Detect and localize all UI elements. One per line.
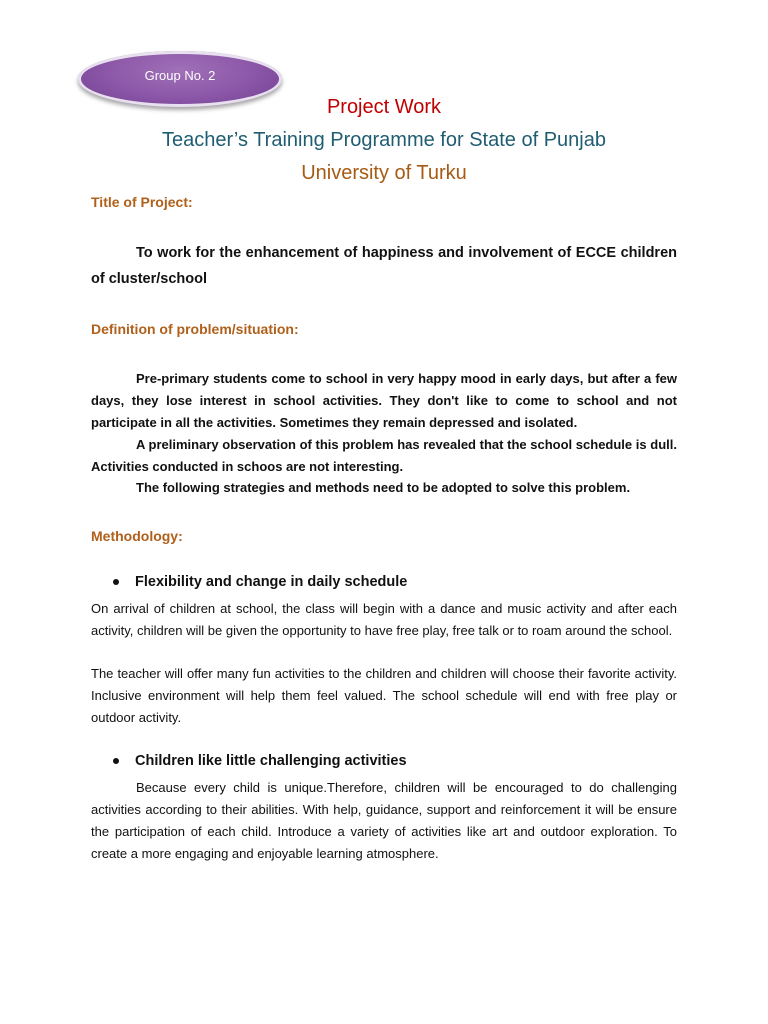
bullet-icon bbox=[113, 579, 119, 585]
title-of-project-heading: Title of Project: bbox=[91, 194, 193, 210]
project-title-text: To work for the enhancement of happiness and involvement of ECCE children of cluster/school bbox=[91, 245, 677, 287]
bullet-item-flexibility bbox=[113, 574, 407, 590]
programme-title: Teacher’s Training Programme for State of Punjab bbox=[162, 129, 606, 151]
definition-paragraph-1: Pre-primary students come to school in very happy mood in early days, but after a few days, they lose interest in school activities. They don't like to come to school and not participate in all the activities. Sometimes they remain depressed and isolated. bbox=[91, 371, 677, 430]
bullet-item-challenging bbox=[113, 753, 407, 769]
definition-heading: Definition of problem/situation: bbox=[91, 321, 299, 337]
university-title: University of Turku bbox=[301, 162, 467, 184]
group-badge-label: Group No. 2 bbox=[144, 68, 216, 83]
challenging-paragraph-1: Because every child is unique.Therefore, children will be encouraged to do challenging activities according to their abilities. With help, guidance, support and reinforcement it will be ensure the participation of each child. Introduce a variety of activities like art and outdoor exploration. To create a more engaging and enjoyable learning atmosphere. bbox=[91, 780, 677, 861]
bullet-label: Children like little challenging activities bbox=[135, 753, 407, 769]
bullet-icon bbox=[113, 758, 119, 764]
flexibility-paragraph-1: On arrival of children at school, the class will begin with a dance and music activity and after each activity, children will be given the opportunity to have free play, free talk or to roam around the school. bbox=[91, 601, 677, 638]
page-title: Project Work bbox=[326, 96, 442, 118]
methodology-heading: Methodology: bbox=[91, 528, 183, 544]
bullet-label: Flexibility and change in daily schedule bbox=[135, 574, 408, 590]
flexibility-paragraph-2: The teacher will offer many fun activities to the children and children will choose their favorite activity. Inclusive environment will help them feel valued. The school schedule will end with free play or outdoor activity. bbox=[91, 666, 677, 725]
definition-paragraph-3: The following strategies and methods need to be adopted to solve this problem. bbox=[136, 480, 631, 495]
definition-paragraph-2: A preliminary observation of this problem has revealed that the school schedule is dull. Activities conducted in schoos are not interesting. bbox=[91, 437, 677, 474]
